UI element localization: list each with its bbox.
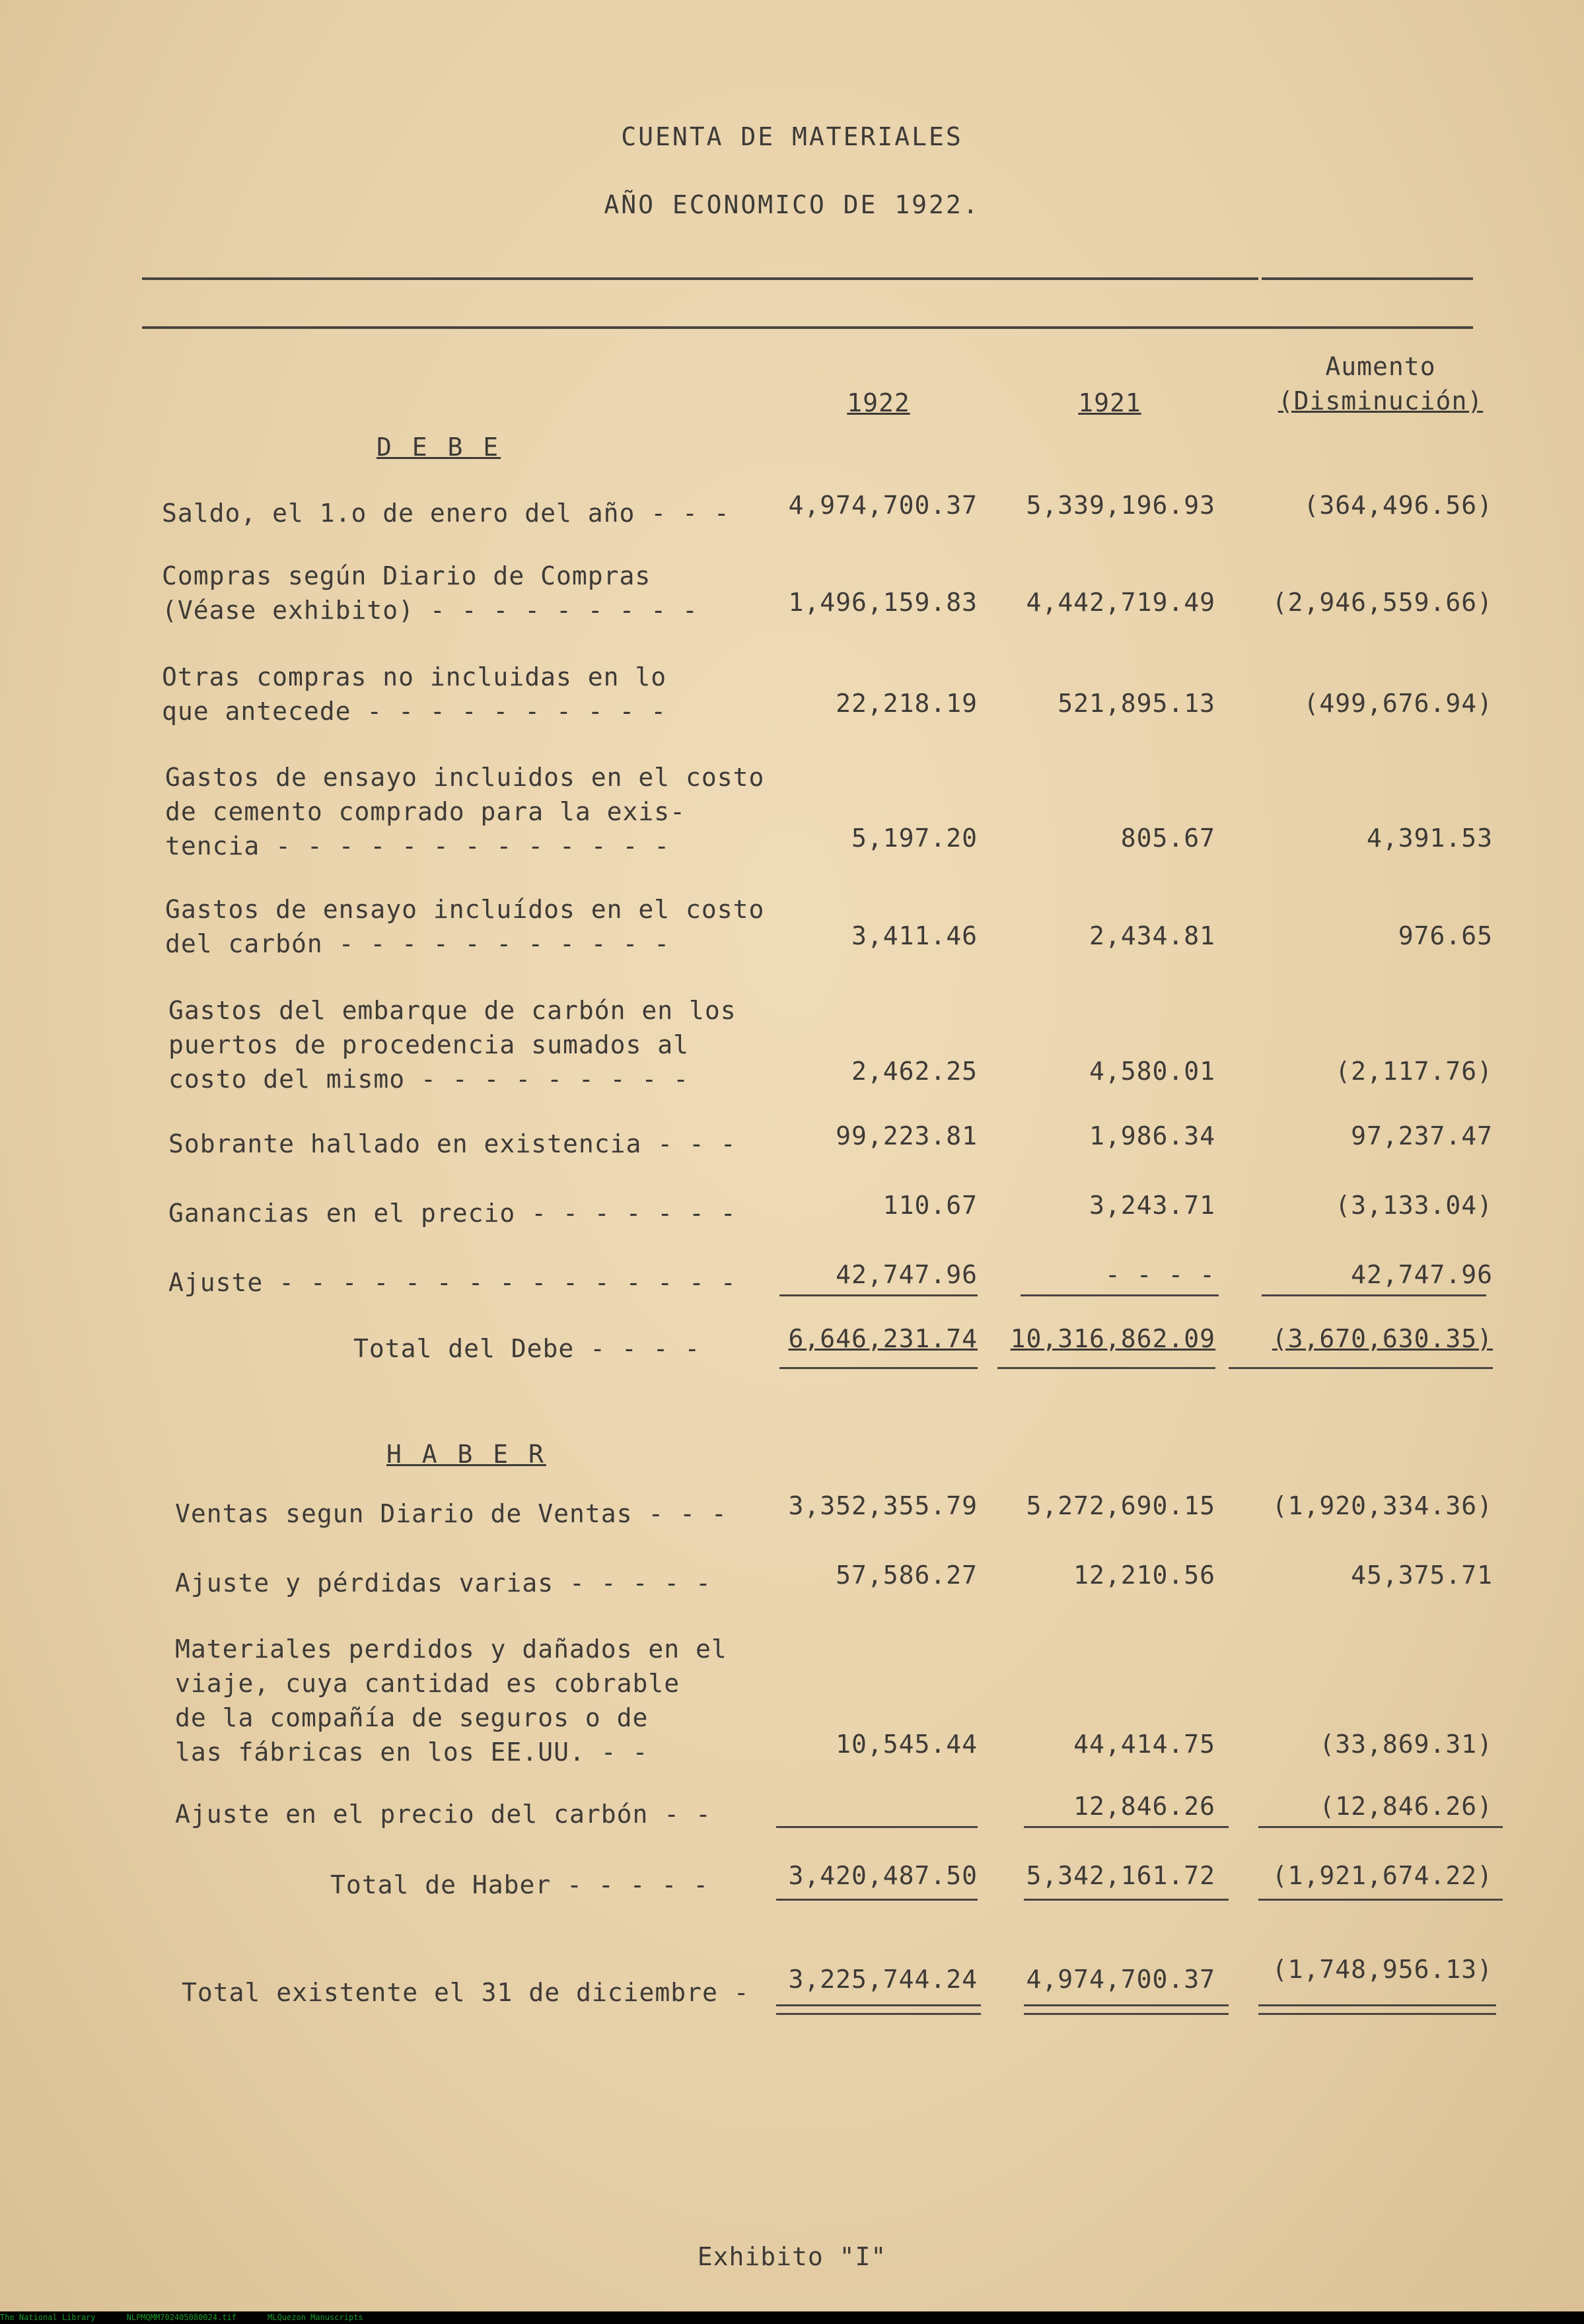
- row-label-line: Ganancias en el precio - - - - - - -: [168, 1199, 737, 1228]
- value-diff: 42,747.96: [1351, 1260, 1493, 1289]
- row-label-line: Otras compras no incluidas en lo: [162, 662, 667, 691]
- subtotal-underline: [1258, 1826, 1503, 1828]
- debe-heading: D E B E: [377, 433, 501, 462]
- haber-total-1922: 3,420,487.50: [788, 1861, 978, 1890]
- value-1922: 4,974,700.37: [788, 491, 978, 520]
- debe-total-diff: (3,670,630.35): [1272, 1324, 1493, 1353]
- final-total-label: Total existente el 31 de diciembre -: [182, 1978, 750, 2007]
- value-1921: 5,339,196.93: [1026, 491, 1215, 520]
- document-title: CUENTA DE MATERIALES: [621, 122, 963, 151]
- value-diff: 97,237.47: [1351, 1121, 1493, 1150]
- row-label-line: Materiales perdidos y dañados en el: [175, 1635, 727, 1664]
- final-double-line-1921-a: [1024, 2004, 1229, 2006]
- value-diff: (364,496.56): [1303, 491, 1493, 520]
- row-label-line: viaje, cuya cantidad es cobrable: [175, 1669, 680, 1698]
- row-label-line: Ajuste en el precio del carbón - -: [175, 1800, 711, 1829]
- value-1921: 4,580.01: [1089, 1057, 1215, 1086]
- top-rule-3: [142, 326, 1473, 329]
- value-1921: 1,986.34: [1089, 1121, 1215, 1150]
- value-diff: 976.65: [1398, 921, 1493, 950]
- value-1921: 5,272,690.15: [1026, 1491, 1215, 1520]
- row-label-line: Sobrante hallado en existencia - - -: [168, 1129, 737, 1158]
- value-1921: 4,442,719.49: [1026, 588, 1215, 617]
- value-1921: 12,210.56: [1073, 1561, 1215, 1590]
- subtotal-underline: [776, 1826, 978, 1828]
- haber-total-diff: (1,921,674.22): [1272, 1861, 1493, 1890]
- debe-total-1922: 6,646,231.74: [788, 1324, 978, 1353]
- row-label-line: del carbón - - - - - - - - - - -: [165, 929, 670, 958]
- value-1922: 2,462.25: [851, 1057, 978, 1086]
- row-label-line: las fábricas en los EE.UU. - -: [175, 1738, 649, 1767]
- debe-total-underline-1921: [997, 1367, 1215, 1369]
- value-1922: 42,747.96: [836, 1260, 978, 1289]
- row-label-line: costo del mismo - - - - - - - - -: [168, 1065, 689, 1094]
- value-1921: 805.67: [1120, 824, 1215, 853]
- scan-file-name: NLPMQMM702405080024.tif: [126, 2313, 236, 2322]
- value-diff: (3,133.04): [1335, 1191, 1493, 1220]
- final-double-line-diff-b: [1258, 2013, 1496, 2015]
- col-header-1921: 1921: [1078, 388, 1141, 417]
- final-double-line-diff-a: [1258, 2004, 1496, 2006]
- row-label-line: que antecede - - - - - - - - - -: [162, 697, 667, 726]
- haber-total-underline-1922: [776, 1899, 978, 1901]
- value-1921: 521,895.13: [1058, 689, 1215, 718]
- subtotal-underline: [1021, 1294, 1219, 1296]
- value-diff: (2,117.76): [1335, 1057, 1493, 1086]
- row-label-line: Saldo, el 1.o de enero del año - - -: [162, 499, 730, 528]
- final-total-diff: (1,748,956.13): [1272, 1955, 1493, 1984]
- haber-total-underline-1921: [1024, 1899, 1229, 1901]
- subtotal-underline: [1024, 1826, 1229, 1828]
- row-label-line: Gastos de ensayo incluidos en el costo: [165, 763, 765, 792]
- value-1922: 3,411.46: [851, 921, 978, 950]
- top-rule-1: [142, 277, 1258, 280]
- haber-heading: H A B E R: [386, 1440, 546, 1469]
- row-label-line: tencia - - - - - - - - - - - - -: [165, 831, 670, 861]
- debe-total-underline-diff: [1229, 1367, 1493, 1369]
- haber-total-label: Total de Haber - - - - -: [330, 1870, 709, 1899]
- final-double-line-1922-b: [776, 2013, 981, 2015]
- value-1922: 57,586.27: [836, 1561, 978, 1590]
- final-total-1922: 3,225,744.24: [788, 1965, 978, 1994]
- top-rule-2: [1262, 277, 1473, 280]
- row-label-line: Gastos de ensayo incluídos en el costo: [165, 895, 765, 924]
- row-label-line: Ajuste y pérdidas varias - - - - -: [175, 1568, 711, 1598]
- col-header-diff-bottom: (Disminución): [1278, 386, 1484, 415]
- value-diff: 4,391.53: [1366, 824, 1493, 853]
- debe-total-underline-1922: [779, 1367, 978, 1369]
- value-diff: (2,946,559.66): [1272, 588, 1493, 617]
- scan-info-bar: [0, 2311, 1584, 2324]
- value-1921: - - - -: [1104, 1260, 1215, 1289]
- value-1922: 5,197.20: [851, 824, 978, 853]
- final-double-line-1921-b: [1024, 2013, 1229, 2015]
- exhibit-label: Exhibito "I": [697, 2242, 887, 2271]
- scan-library-name: The National Library: [0, 2313, 96, 2322]
- row-label-line: Compras según Diario de Compras: [162, 561, 651, 590]
- row-label-line: de cemento comprado para la exis-: [165, 797, 686, 826]
- value-1921: 44,414.75: [1073, 1730, 1215, 1759]
- value-diff: (1,920,334.36): [1272, 1491, 1493, 1520]
- value-1922: 3,352,355.79: [788, 1491, 978, 1520]
- value-1922: 1,496,159.83: [788, 588, 978, 617]
- row-label-line: de la compañía de seguros o de: [175, 1703, 649, 1732]
- debe-total-label: Total del Debe - - - -: [353, 1334, 701, 1363]
- final-double-line-1922-a: [776, 2004, 981, 2006]
- value-1922: 22,218.19: [836, 689, 978, 718]
- row-label-line: Ventas segun Diario de Ventas - - -: [175, 1499, 727, 1528]
- value-1922: 10,545.44: [836, 1730, 978, 1759]
- debe-total-1921: 10,316,862.09: [1010, 1324, 1215, 1353]
- row-label-line: puertos de procedencia sumados al: [168, 1030, 689, 1059]
- subtotal-underline: [1262, 1294, 1486, 1296]
- value-1921: 3,243.71: [1089, 1191, 1215, 1220]
- value-1922: 110.67: [882, 1191, 978, 1220]
- col-header-1922: 1922: [847, 388, 910, 417]
- col-header-diff-top: Aumento: [1325, 352, 1436, 381]
- row-label-line: Gastos del embarque de carbón en los: [168, 996, 737, 1025]
- value-1921: 2,434.81: [1089, 921, 1215, 950]
- value-1922: 99,223.81: [836, 1121, 978, 1150]
- subtotal-underline: [779, 1294, 978, 1296]
- document-subtitle: AÑO ECONOMICO DE 1922.: [604, 190, 980, 219]
- value-1921: 12,846.26: [1073, 1792, 1215, 1821]
- value-diff: (12,846.26): [1319, 1792, 1493, 1821]
- scan-collection-name: MLQuezon Manuscripts: [268, 2313, 363, 2322]
- row-label-line: (Véase exhibito) - - - - - - - - -: [162, 596, 698, 625]
- haber-total-underline-diff: [1258, 1899, 1503, 1901]
- final-total-1921: 4,974,700.37: [1026, 1965, 1215, 1994]
- value-diff: 45,375.71: [1351, 1561, 1493, 1590]
- haber-total-1921: 5,342,161.72: [1026, 1861, 1215, 1890]
- value-diff: (499,676.94): [1303, 689, 1493, 718]
- row-label-line: Ajuste - - - - - - - - - - - - - - -: [168, 1268, 737, 1297]
- value-diff: (33,869.31): [1319, 1730, 1493, 1759]
